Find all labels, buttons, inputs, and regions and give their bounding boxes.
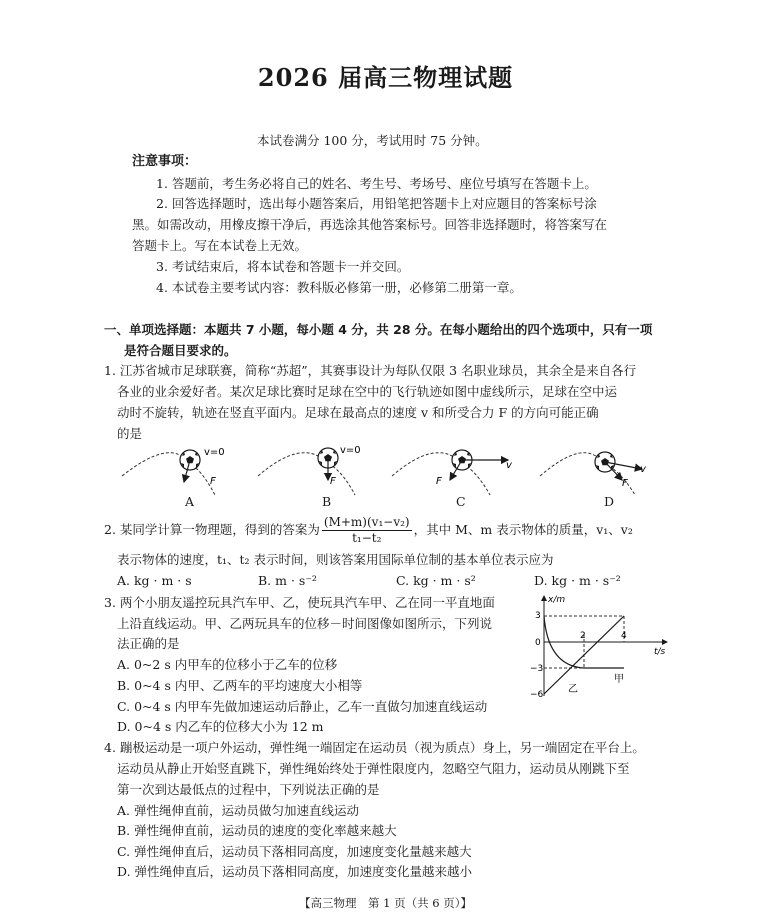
x-axis-label: t/s bbox=[654, 647, 666, 657]
force-label: F bbox=[210, 476, 216, 487]
page-footer: 【高三物理 第 1 页（共 6 页）】 bbox=[298, 896, 472, 910]
figure-c bbox=[392, 450, 513, 495]
y-tick: 3 bbox=[535, 611, 541, 621]
velocity-label: v bbox=[640, 464, 646, 475]
figure-a bbox=[122, 447, 225, 495]
page-title: 2026 届高三物理试题 bbox=[257, 63, 514, 92]
question-1-text: 动时不旋转，轨迹在竖直平面内。足球在最高点的速度 v 和所受合力 F 的方向可能正确 bbox=[117, 405, 599, 420]
option-d: D. 0~4 s 内乙车的位移大小为 12 m bbox=[117, 719, 324, 734]
figure-label-c: C bbox=[456, 494, 466, 509]
figure-label-d: D bbox=[604, 494, 615, 509]
question-2-suffix: ，其中 M、m 表示物体的质量，v₁、v₂ bbox=[413, 522, 633, 537]
option-c: C. 弹性绳伸直后，运动员下落相同高度，加速度变化量越来越大 bbox=[117, 844, 472, 859]
notice-item: 3. 考试结束后，将本试卷和答题卡一并交回。 bbox=[156, 259, 410, 274]
exam-info: 本试卷满分 100 分，考试用时 75 分钟。 bbox=[257, 133, 488, 148]
fraction-denominator: t₁−t₂ bbox=[352, 531, 382, 545]
option-d: D. 弹性绳伸直后，运动员下落相同高度，加速度变化量越来越小 bbox=[117, 864, 473, 879]
force-label: F bbox=[622, 478, 628, 489]
question-1-text: 的是 bbox=[117, 426, 143, 441]
section-heading: 一、单项选择题：本题共 7 小题，每小题 4 分，共 28 分。在每小题给出的四个选项中，只有一项 bbox=[104, 322, 653, 337]
question-3-text: 法正确的是 bbox=[117, 636, 180, 651]
curve-label-yi: 乙 bbox=[568, 684, 578, 695]
option-b: B. 弹性绳伸直前，运动员的速度的变化率越来越大 bbox=[117, 823, 397, 838]
x-tick: 2 bbox=[580, 631, 586, 641]
figure-label-b: B bbox=[322, 494, 332, 509]
velocity-label: v=0 bbox=[204, 447, 225, 458]
y-axis-label: x/m bbox=[548, 595, 566, 605]
question-4-text: 第一次到达最低点的过程中，下列说法正确的是 bbox=[117, 782, 380, 797]
force-label: F bbox=[330, 476, 336, 487]
figure-b bbox=[258, 445, 361, 495]
question-2-text bbox=[104, 513, 633, 547]
answer-fraction bbox=[322, 515, 412, 546]
question-1-text: 各业的业余爱好者。某次足球比赛时足球在空中的飞行轨迹如图中虚线所示，足球在空中运 bbox=[117, 384, 618, 399]
force-label: F bbox=[436, 476, 442, 487]
option-a: A. 0~2 s 内甲车的位移小于乙车的位移 bbox=[117, 657, 338, 672]
notice-item: 答题卡上。写在本试卷上无效。 bbox=[132, 238, 308, 253]
question-3-xt-graph bbox=[522, 592, 672, 702]
notice-heading: 注意事项： bbox=[132, 154, 198, 169]
question-4-text: 运动员从静止开始竖直跳下，弹性绳始终处于弹性限度内，忽略空气阻力，运动员从刚跳下至 bbox=[117, 761, 630, 776]
question-2-prefix: 2. 某同学计算一物理题，得到的答案为 bbox=[104, 522, 320, 537]
figure-label-a: A bbox=[185, 494, 195, 509]
figure-d bbox=[540, 452, 647, 495]
x-tick: 4 bbox=[621, 631, 627, 641]
notice-item: 黑。如需改动，用橡皮擦干净后，再选涂其他答案标号。回答非选择题时，将答案写在 bbox=[132, 217, 608, 232]
y-tick: −3 bbox=[530, 664, 544, 674]
option-a: A. kg · m · s bbox=[117, 573, 192, 588]
option-a: A. 弹性绳伸直前，运动员做匀加速直线运动 bbox=[117, 803, 359, 818]
section-heading-cont: 是符合题目要求的。 bbox=[124, 343, 237, 358]
notice-item: 1. 答题前，考生务必将自己的姓名、考生号、考场号、座位号填写在答题卡上。 bbox=[156, 176, 597, 191]
option-b: B. 0~4 s 内甲、乙两车的平均速度大小相等 bbox=[117, 678, 363, 693]
question-3-text: 上沿直线运动。甲、乙两玩具车的位移－时间图像如图所示，下列说 bbox=[117, 616, 493, 631]
question-2-text: 表示物体的速度，t₁、t₂ 表示时间，则该答案用国际单位制的基本单位表示应为 bbox=[117, 552, 554, 567]
option-c: C. kg · m · s² bbox=[396, 573, 476, 588]
question-3-text: 3. 两个小朋友遥控玩具汽车甲、乙，使玩具汽车甲、乙在同一平直地面 bbox=[104, 595, 495, 610]
notice-item: 4. 本试卷主要考试内容：教科版必修第一册，必修第二册第一章。 bbox=[156, 280, 522, 295]
question-4-text: 4. 蹦极运动是一项户外运动，弹性绳一端固定在运动员（视为质点）身上，另一端固定在平台上。 bbox=[104, 740, 645, 755]
velocity-label: v bbox=[506, 460, 512, 471]
option-d: D. kg · m · s⁻² bbox=[534, 573, 621, 588]
option-c: C. 0~4 s 内甲车先做加速运动后静止，乙车一直做匀加速直线运动 bbox=[117, 699, 488, 714]
y-tick: 0 bbox=[535, 638, 541, 648]
option-b: B. m · s⁻² bbox=[258, 573, 317, 588]
curve-label-jia: 甲 bbox=[614, 674, 624, 685]
notice-item: 2. 回答选择题时，选出每小题答案后，用铅笔把答题卡上对应题目的答案标号涂 bbox=[156, 196, 597, 211]
fraction-numerator: (M+m)(v₁−v₂) bbox=[323, 515, 410, 529]
y-tick: −6 bbox=[530, 690, 544, 700]
velocity-label: v=0 bbox=[340, 445, 361, 456]
question-1-text: 1. 江苏省城市足球联赛，简称“苏超”，其赛事设计为每队仅限 3 名职业球员，其余全是来自各行 bbox=[104, 363, 637, 378]
